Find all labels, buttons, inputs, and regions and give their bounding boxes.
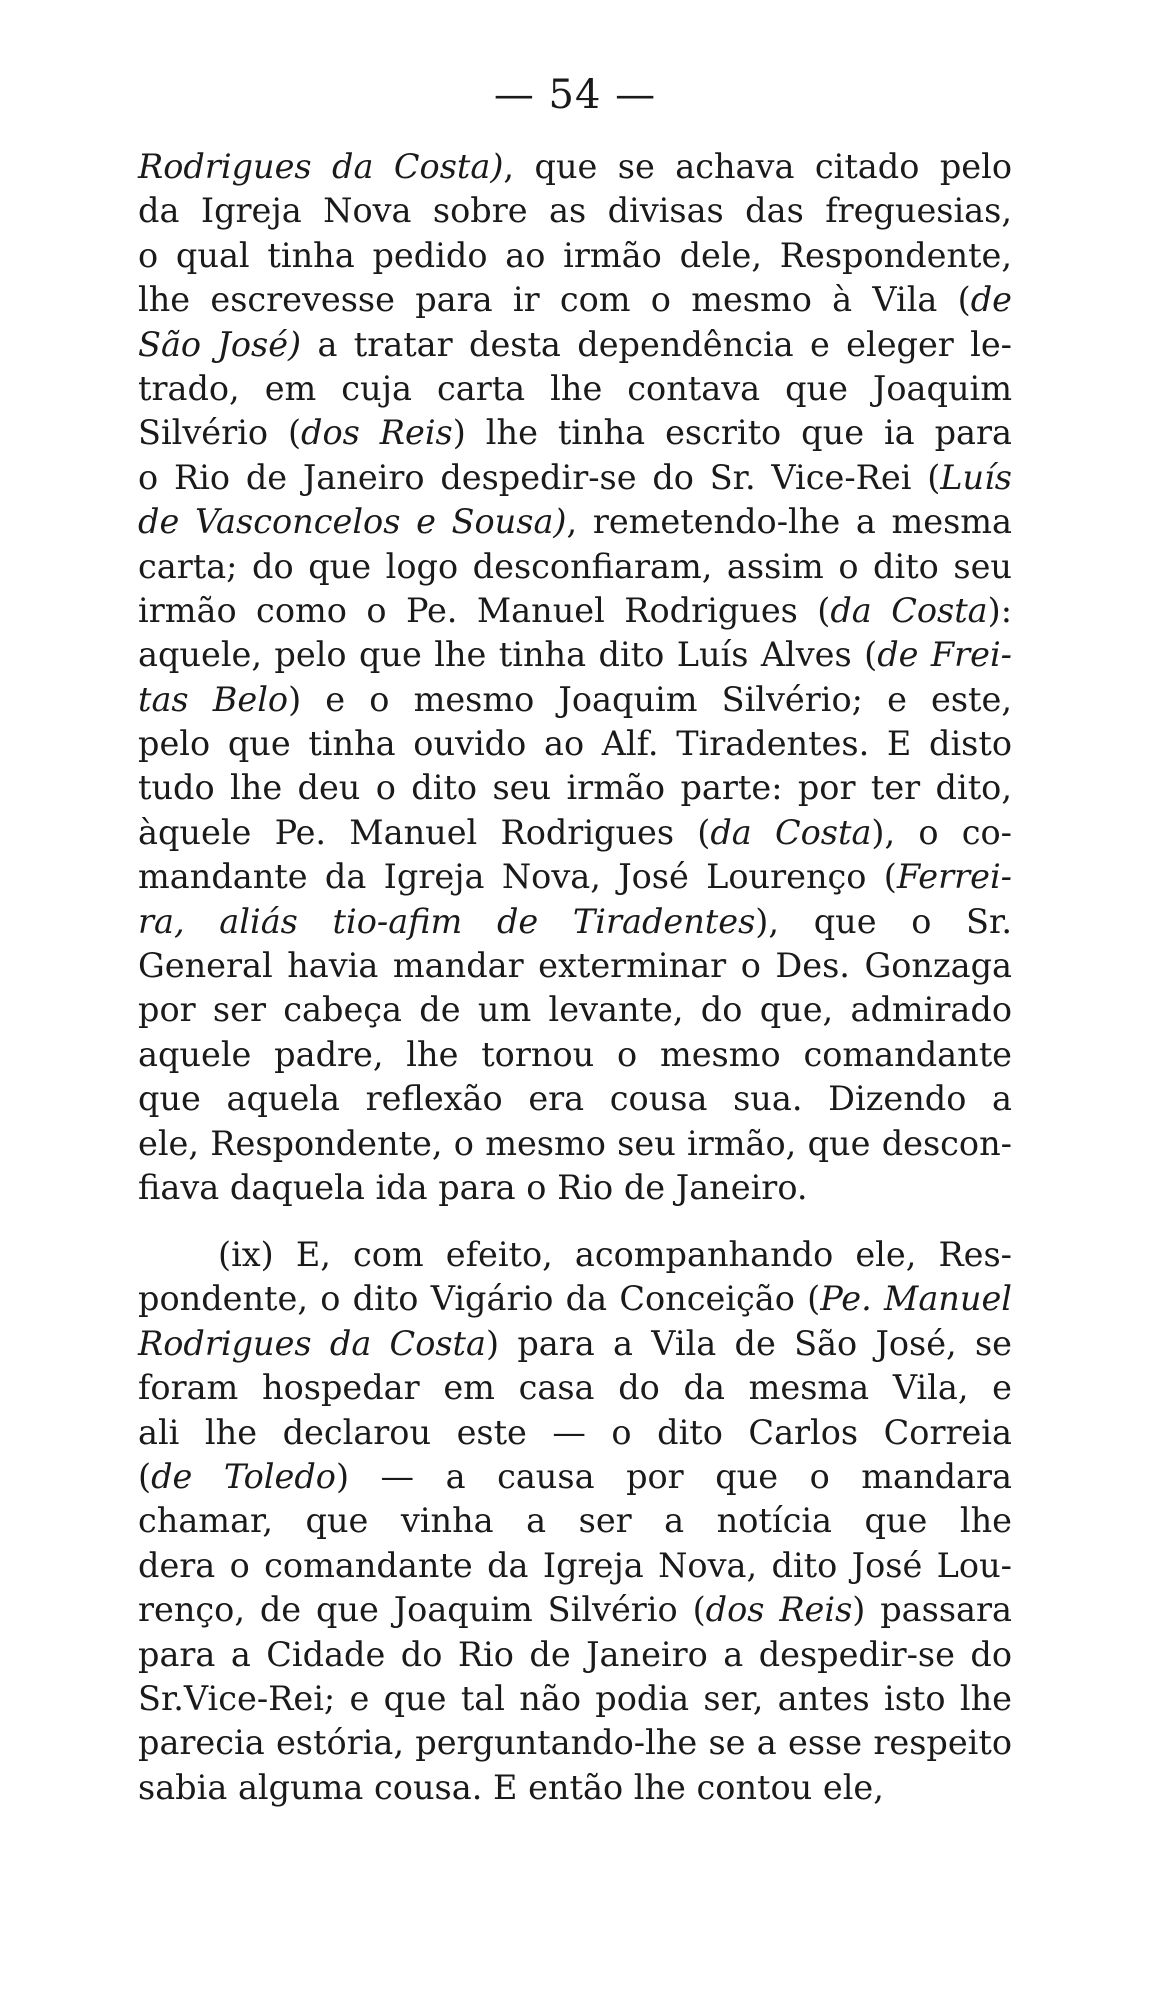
text-line xyxy=(138,1721,1012,1765)
text-segment: , remetendo-lhe a mesma xyxy=(566,502,1012,542)
italic-segment: Luís xyxy=(940,457,1012,497)
italic-segment: da Costa xyxy=(710,812,872,852)
text-segment: fiava daquela ida para o Rio de Janeiro. xyxy=(138,1167,808,1207)
italic-segment: de Frei- xyxy=(877,635,1012,675)
text-segment: aquele padre, lhe tornou o mesmo comandante xyxy=(138,1034,1012,1074)
text-line xyxy=(138,323,1012,367)
italic-segment: de Toledo xyxy=(151,1456,336,1496)
text-line xyxy=(138,722,1012,766)
text-line xyxy=(138,1322,1012,1366)
text-segment: carta; do que logo desconfiaram, assim o dito seu xyxy=(138,546,1012,586)
text-line xyxy=(138,1544,1012,1588)
text-segment: ) lhe tinha escrito que ia para xyxy=(452,413,1012,453)
italic-segment: Rodrigues da Costa) xyxy=(138,147,504,186)
text-segment: foram hospedar em casa do da mesma Vila, e xyxy=(138,1368,1012,1408)
text-segment: ) para a Vila de São José, se xyxy=(486,1323,1012,1363)
text-line xyxy=(138,1766,1012,1810)
italic-segment: Pe. Manuel xyxy=(820,1279,1012,1319)
text-segment: mandante da Igreja Nova, José Lourenço ( xyxy=(138,857,897,897)
text-segment: renço, de que Joaquim Silvério ( xyxy=(138,1590,706,1630)
italic-segment: São José) xyxy=(138,324,302,364)
text-line xyxy=(138,1366,1012,1410)
text-line xyxy=(138,678,1012,722)
page-number: — 54 — xyxy=(493,72,657,118)
text-segment: tudo lhe deu o dito seu irmão parte: por ter dito, xyxy=(138,768,1012,808)
text-line xyxy=(138,766,1012,810)
text-line xyxy=(138,1499,1012,1543)
text-line xyxy=(138,1077,1012,1121)
text-line xyxy=(138,1277,1012,1321)
text-segment: ), que o Sr. xyxy=(755,901,1012,941)
text-segment: General havia mandar exterminar o Des. Gonzaga xyxy=(138,946,1012,986)
text-segment: a tratar desta dependência e eleger le- xyxy=(301,324,1012,364)
text-segment: sabia alguma cousa. E então lhe contou ele, xyxy=(138,1767,884,1807)
italic-segment: de Vasconcelos e Sousa) xyxy=(138,502,567,542)
text-line xyxy=(138,234,1012,278)
text-segment: chamar, que vinha a ser a notícia que lhe xyxy=(138,1501,1012,1541)
text-line xyxy=(138,589,1012,633)
text-line xyxy=(138,1166,1012,1210)
italic-segment: dos Reis xyxy=(705,1590,853,1630)
text-segment: ): xyxy=(987,590,1012,630)
text-line xyxy=(138,633,1012,677)
text-line xyxy=(138,1588,1012,1632)
text-line xyxy=(138,1033,1012,1077)
text-segment: pelo que tinha ouvido ao Alf. Tiradentes. E disto xyxy=(138,724,1012,764)
text-segment: ali lhe declarou este — o dito Carlos Correia xyxy=(138,1412,1012,1452)
text-segment: ( xyxy=(138,1456,152,1496)
text-segment: ) — a causa por que o mandara xyxy=(335,1456,1013,1496)
italic-segment: de xyxy=(970,280,1012,320)
text-segment: ele, Respondente, o mesmo seu irmão, que descon- xyxy=(138,1123,1012,1163)
text-line xyxy=(138,1411,1012,1455)
italic-segment: da Costa xyxy=(830,590,988,630)
text-segment: , que se achava citado pelo xyxy=(503,147,1012,186)
text-line xyxy=(138,1677,1012,1721)
text-segment: Sr.Vice-Rei; e que tal não podia ser, antes isto lhe xyxy=(138,1678,1012,1718)
text-line xyxy=(138,900,1012,944)
text-segment: parecia estória, perguntando-lhe se a esse respeito xyxy=(138,1723,1012,1763)
text-segment: ) passara xyxy=(852,1590,1012,1630)
text-line xyxy=(138,545,1012,589)
text-segment: dera o comandante da Igreja Nova, dito José Lou- xyxy=(138,1545,1012,1585)
paragraph-1 xyxy=(138,145,1012,1210)
text-line xyxy=(138,500,1012,544)
text-line xyxy=(138,145,1012,189)
text-line xyxy=(138,456,1012,500)
text-line xyxy=(138,411,1012,455)
text-segment: aquele, pelo que lhe tinha dito Luís Alves ( xyxy=(138,635,878,675)
text-segment: (ix) E, com efeito, acompanhando ele, Res- xyxy=(218,1235,1012,1274)
text-line xyxy=(138,1455,1012,1499)
text-line xyxy=(138,1233,1012,1277)
text-segment: irmão como o Pe. Manuel Rodrigues ( xyxy=(138,590,831,630)
italic-segment: dos Reis xyxy=(301,413,453,453)
text-line xyxy=(138,811,1012,855)
text-segment: por ser cabeça de um levante, do que, admirado xyxy=(138,990,1012,1030)
italic-segment: Ferrei- xyxy=(896,857,1012,897)
text-segment: para a Cidade do Rio de Janeiro a despedir-se do xyxy=(138,1634,1012,1674)
text-segment: o qual tinha pedido ao irmão dele, Respondente, xyxy=(138,235,1012,275)
italic-segment: tas Belo xyxy=(138,679,289,719)
text-segment: que aquela reflexão era cousa sua. Dizendo a xyxy=(138,1079,1012,1119)
text-segment: lhe escrevesse para ir com o mesmo à Vila ( xyxy=(138,280,971,320)
text-line xyxy=(138,367,1012,411)
text-segment: Silvério ( xyxy=(138,413,302,453)
text-segment: ), o co- xyxy=(871,812,1012,852)
text-line xyxy=(138,278,1012,322)
text-line xyxy=(138,189,1012,233)
italic-segment: ra, aliás tio-afim de Tiradentes xyxy=(138,901,756,941)
text-segment: pondente, o dito Vigário da Conceição ( xyxy=(138,1279,821,1319)
text-segment: trado, em cuja carta lhe contava que Joaquim xyxy=(138,368,1012,408)
text-line xyxy=(138,944,1012,988)
paragraph-2 xyxy=(138,1233,1012,1810)
text-segment: o Rio de Janeiro despedir-se do Sr. Vice-Rei ( xyxy=(138,457,941,497)
text-line xyxy=(138,855,1012,899)
text-segment: ) e o mesmo Joaquim Silvério; e este, xyxy=(288,679,1012,719)
text-segment: da Igreja Nova sobre as divisas das freguesias, xyxy=(138,191,1012,231)
text-segment: àquele Pe. Manuel Rodrigues ( xyxy=(138,812,711,852)
italic-segment: Rodrigues da Costa xyxy=(138,1323,486,1363)
text-line xyxy=(138,988,1012,1032)
text-line xyxy=(138,1633,1012,1677)
text-line xyxy=(138,1122,1012,1166)
